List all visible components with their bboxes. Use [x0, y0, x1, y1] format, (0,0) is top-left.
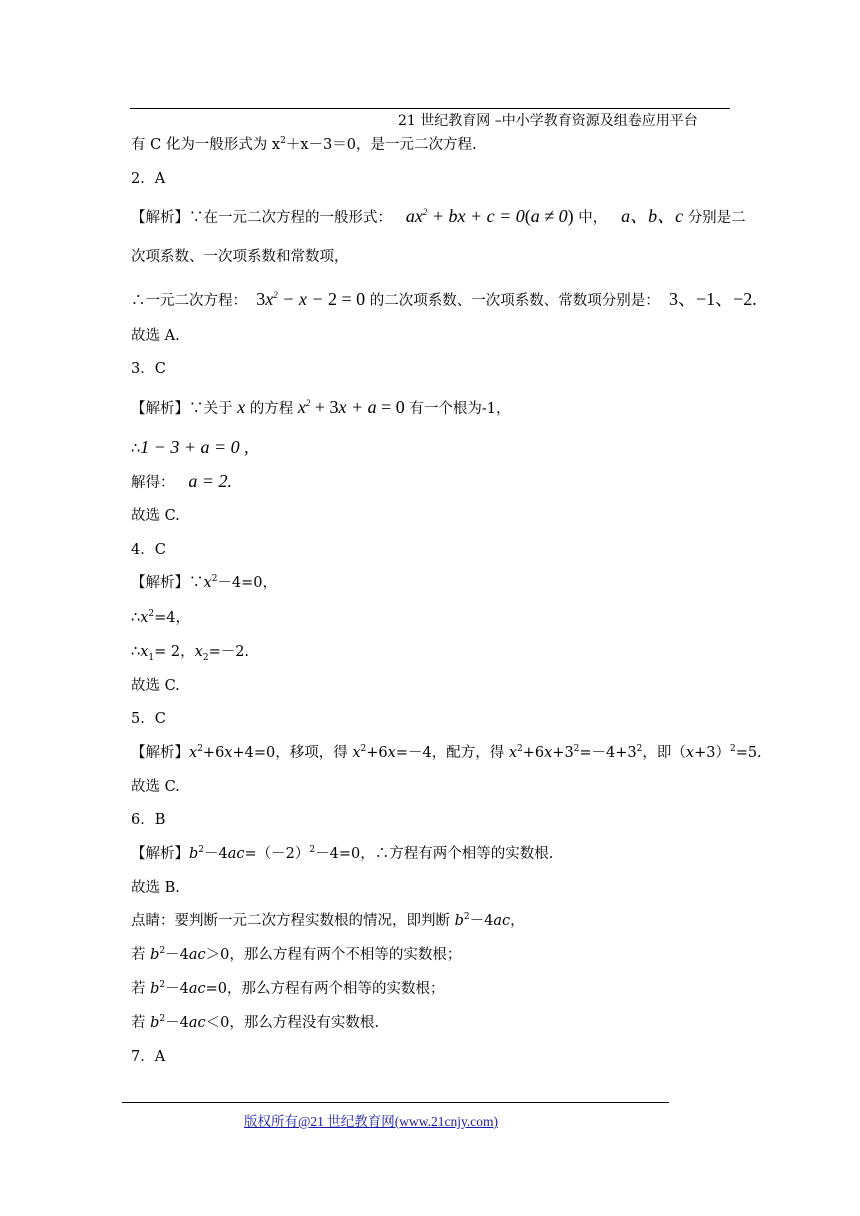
answer-3: 3．C — [131, 361, 166, 377]
equation-formula: $3x^2 - x - 2 = 0$ — [256, 289, 366, 309]
text-line — [131, 398, 511, 417]
text-line: 故选 A. — [131, 328, 180, 344]
text-line — [131, 290, 757, 309]
text-line: 故选 B. — [131, 880, 180, 896]
text-line: $\therefore x_1= 2$，$x_2=-2$. — [131, 644, 250, 663]
solution-formula: a = 2. — [188, 471, 232, 491]
answer-7: 7．A — [131, 1049, 166, 1065]
text-middle: 的二次项系数、一次项系数、常数项分别是： — [369, 293, 660, 309]
text-line: 故选 C. — [131, 779, 180, 795]
header-text: 21 世纪教育网 –中小学教育资源及组卷应用平台 — [398, 113, 698, 129]
equation-formula: $x^2 + 3x + a = 0$ — [297, 397, 405, 417]
text-line: 【解析】$x^2+6x+4=0$，移项，得 $x^2+6x=-4$，配方，得 $x^2+6x+3^2=-4+3^2$，即$(x+3)^2=5$. — [131, 744, 762, 761]
text-line: 点睛：要判断一元二次方程实数根的情况，即判断 $b^2-4ac$， — [131, 912, 525, 929]
solution-line — [131, 207, 746, 226]
text-fenbie: 分别是二 — [687, 210, 746, 226]
footer-rule — [122, 1102, 669, 1103]
text-line: 若 $b^2-4ac=0$，那么方程有两个相等的实数根； — [131, 980, 445, 997]
header-rule — [130, 108, 730, 109]
answer-5: 5．C — [131, 711, 166, 727]
text-prefix: 【解析】∵关于 — [131, 401, 233, 417]
text-prefix: 解得： — [131, 475, 175, 491]
copyright-link[interactable]: 版权所有@21 世纪教育网(www.21cnjy.com) — [244, 1114, 499, 1129]
answer-2: 2．A — [131, 171, 166, 187]
text-prefix: ∴一元二次方程： — [131, 293, 247, 309]
general-form-formula: $ax^2$ + bx + c = 0(a ≠ 0) — [405, 206, 574, 226]
text-line: $\therefore x^2=4$， — [131, 609, 191, 626]
text-line — [131, 472, 232, 491]
text-line: 故选 C. — [131, 508, 180, 524]
substitution-formula: 1 − 3 + a = 0 , — [140, 437, 249, 457]
text-line: 故选 C. — [131, 678, 180, 694]
text-line: 若 $b^2-4ac>0$，那么方程有两个不相等的实数根； — [131, 946, 462, 963]
text-middle: 的方程 — [249, 401, 294, 417]
text-line: 若 $b^2-4ac<0$，那么方程没有实数根. — [131, 1014, 379, 1031]
text-suffix: 有一个根为-1， — [409, 401, 511, 417]
variable-x: x — [237, 397, 246, 417]
therefore-symbol: ∴ — [131, 441, 141, 457]
text-line: 【解析】$\because x^2-4=0$， — [131, 574, 278, 591]
text-line: 【解析】$b^2-4ac=(-2)^2-4=0$，∴方程有两个相等的实数根. — [131, 845, 554, 862]
coefficient-values: 3、−1、−2. — [669, 289, 757, 309]
answer-6: 6．B — [131, 812, 166, 828]
text-line — [131, 438, 249, 457]
text-line: 次项系数、一次项系数和常数项， — [131, 249, 349, 265]
coefficients-abc: a、b、c — [621, 206, 684, 226]
answer-4: 4．C — [131, 542, 166, 558]
text-zhong: 中， — [578, 210, 608, 226]
solution-prefix: 【解析】∵在一元二次方程的一般形式： — [131, 210, 392, 226]
text-line: 有 C 化为一般形式为 $x^2+x-3=0$，是一元二次方程. — [131, 136, 477, 153]
